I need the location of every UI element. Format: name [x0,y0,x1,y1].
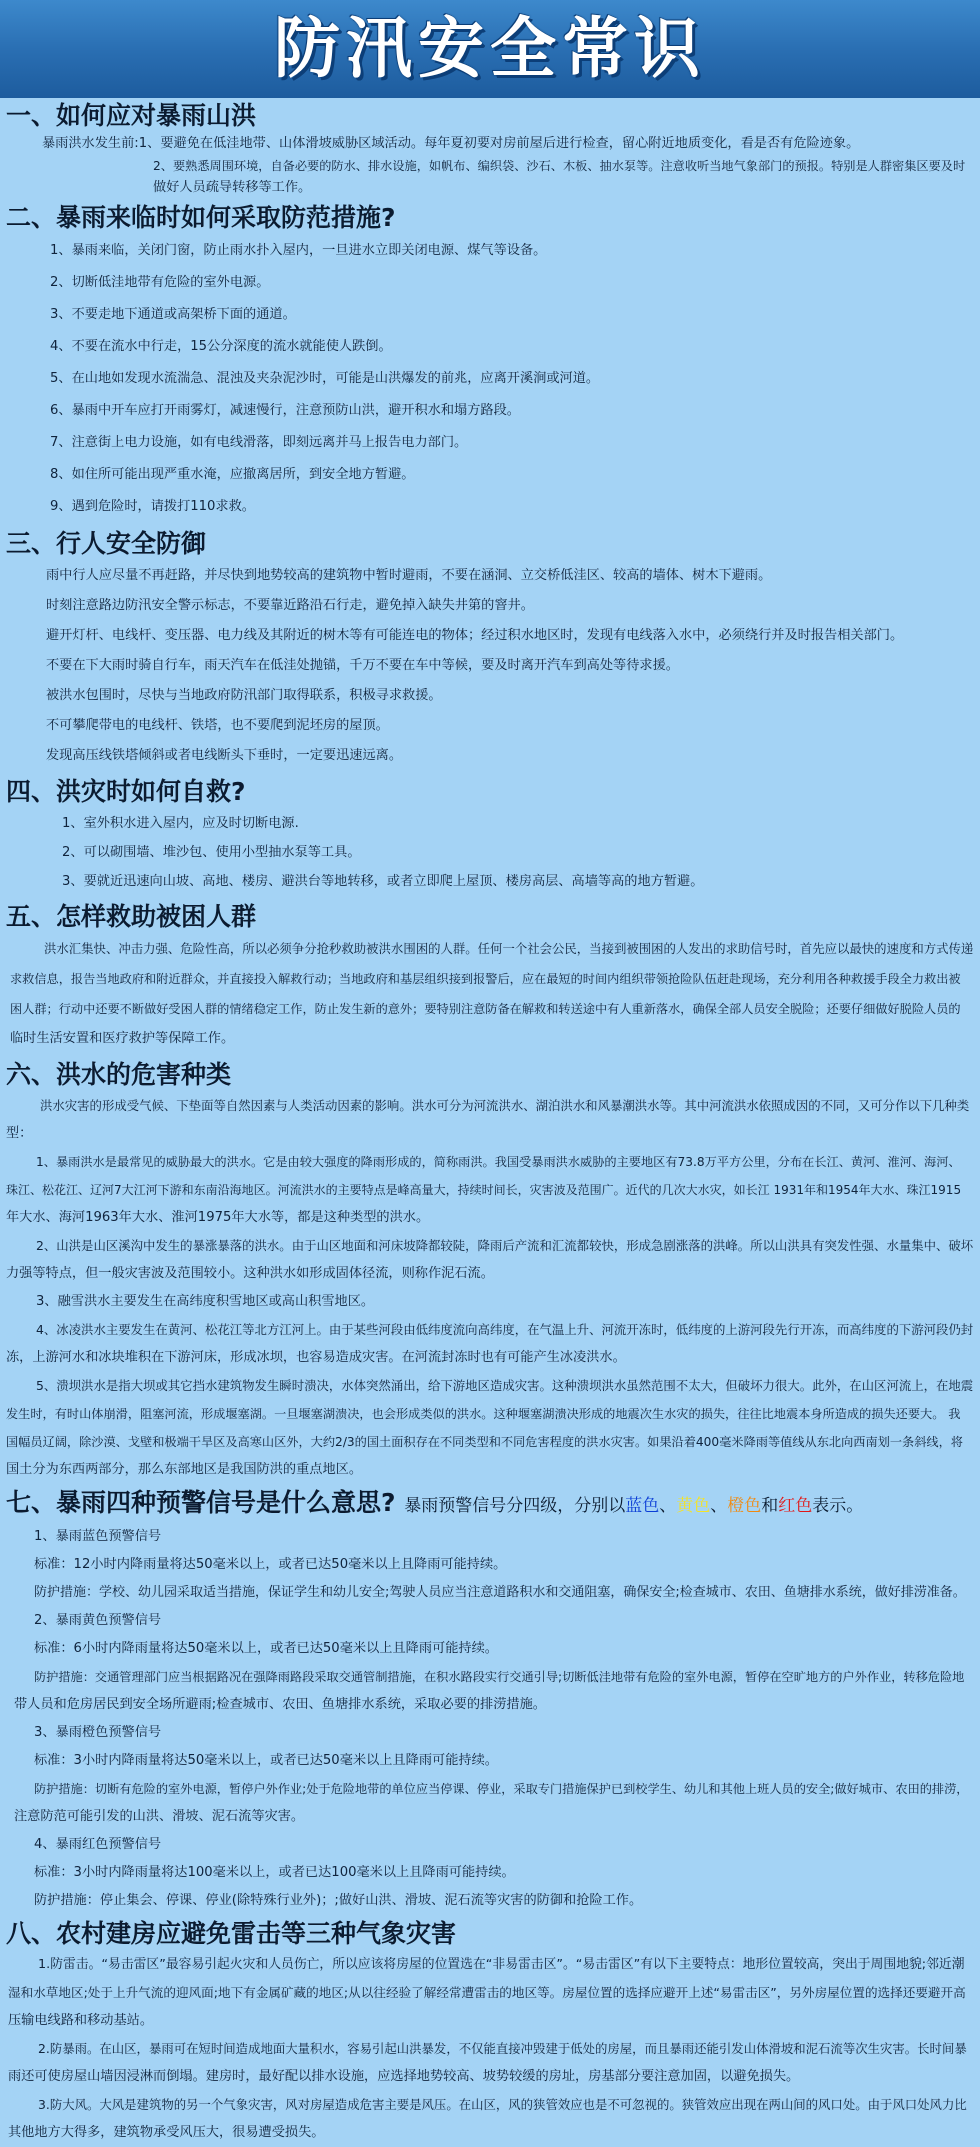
section-6-line-14: 国土分为东西两部分，那么东部地区是我国防洪的重点地区。 [6,1462,363,1477]
section-5-line-3: 困人群；行动中还要不断做好受困人群的情绪稳定工作，防止发生新的意外；要特别注意防备在解救和转送途中有人重新落水，确保全部人员安全脱险；还要仔细做好脱险人员的 [10,1002,961,1016]
page-title: 防汛安全常识 [274,10,706,87]
note-suffix: 表示。 [812,1496,864,1516]
section-3-line-3: 避开灯杆、电线杆、变压器、电力线及其附近的树木等有可能连电的物体；经过积水地区时，发现有电线落入水中，必须绕行并及时报告相关部门。 [46,628,904,643]
section-8-paragraph [0,1951,980,2147]
section-4-line-2: 2、可以砌围墙、堆沙包、使用小型抽水泵等工具。 [62,845,361,860]
section-7-line-2: 标准：12小时内降雨量将达50毫米以上，或者已达50毫米以上且降雨可能持续。 [34,1557,507,1572]
section-3-line-2: 时刻注意路边防汛安全警示标志，不要靠近路沿石行走，避免掉入缺失井第的窨井。 [46,598,534,613]
section-3-title: 三、行人安全防御 [6,529,207,558]
section-7-line-5: 标准：6小时内降雨量将达50毫米以上，或者已达50毫米以上且降雨可能持续。 [34,1641,498,1656]
section-2-title: 二、暴雨来临时如何采取防范措施? [6,203,396,232]
section-2-list [0,235,980,523]
section-2-line-6: 6、暴雨中开车应打开雨雾灯，减速慢行，注意预防山洪，避开积水和塌方路段。 [50,403,520,418]
note-yellow: 黄色 [676,1496,711,1516]
section-6-paragraph [0,1092,980,1484]
section-6-line-12: 发生时，有时山体崩滑，阻塞河流，形成堰塞湖。一旦堰塞湖溃决，也会形成类似的洪水。这种堰塞湖溃决形成的地震次生水灾的损失，往往比地震本身所造成的损失还要大。 我 [6,1407,961,1421]
section-8-title: 八、农村建房应避免雷击等三种气象灾害 [6,1919,457,1948]
section-2-line-2: 2、切断低洼地带有危险的室外电源。 [50,275,270,290]
section-6-line-4: 珠江、松花江、辽河7大江河下游和东南沿海地区。河流洪水的主要特点是峰高量大，持续时间长，灾害波及范围广。近代的几次大水灾，如长江 1931年和1954年大水、珠江1915 [6,1183,962,1197]
section-6-line-1: 洪水灾害的形成受气候、下垫面等自然因素与人类活动因素的影响。洪水可分为河流洪水、湖泊洪水和风暴潮洪水等。其中河流洪水依照成因的不同，又可分作以下几种类 [40,1098,970,1113]
section-7-list [0,1523,980,1915]
section-6-line-13: 国幅员辽阔，除沙漠、戈壁和极端干旱区及高寒山区外，大约2/3的国土面积存在不同类型和不同危害程度的洪水灾害。如果沿着400毫米降雨等值线从东北向西南划一条斜线，将 [6,1435,963,1449]
note-orange: 橙色 [727,1496,762,1516]
section-7-line-1: 1、暴雨蓝色预警信号 [34,1529,162,1544]
section-5-paragraph [0,934,980,1054]
section-4-line-1: 1、室外积水进入屋内，应及时切断电源. [62,816,299,831]
section-2-line-3: 3、不要走地下通道或高架桥下面的通道。 [50,307,296,322]
section-6-line-10: 冻，上游河水和冰块堆积在下游河床，形成冰坝，也容易造成灾害。在河流封冻时也有可能产生冰凌洪水。 [6,1350,626,1365]
section-1-line-1: 暴雨洪水发生前:1、要避免在低洼地带、山体滑坡威胁区域活动。每年夏初要对房前屋后进行检查，留心附近地质变化，看是否有危险迹象。 [42,136,860,151]
section-6-line-6: 2、山洪是山区溪沟中发生的暴涨暴落的洪水。由于山区地面和河床坡降都较陡，降雨后产流和汇流都较快，形成急剧涨落的洪峰。所以山洪具有突发性强、水量集中、破坏 [36,1238,974,1253]
section-4-title: 四、洪灾时如何自救? [6,777,246,806]
section-7-title [0,1486,980,1523]
section-8-line-5: 雨还可使房屋山墙因浸淋而倒塌。建房时，最好配以排水设施，应选择地势较高、坡势较缓的房址，房基部分要注意加固，以避免损失。 [8,2069,800,2084]
section-2-line-4: 4、不要在流水中行走，15公分深度的流水就能使人跌倒。 [50,339,392,354]
section-2-line-7: 7、注意街上电力设施，如有电线滑落，即刻远离并马上报告电力部门。 [50,435,468,450]
section-6-line-5: 年大水、海河1963年大水、淮河1975年大水等，都是这种类型的洪水。 [6,1210,430,1225]
section-7-line-4: 2、暴雨黄色预警信号 [34,1613,162,1628]
note-blue: 蓝色 [625,1496,660,1516]
section-8-line-6: 3.防大风。大风是建筑物的另一个气象灾害，风对房屋造成危害主要是风压。在山区，风的狭管效应也是不可忽视的。狭管效应出现在两山间的风口处。由于风口处风力比 [38,2097,967,2112]
section-7-line-12: 4、暴雨红色预警信号 [34,1837,162,1852]
note-sep-1: 、 [659,1496,677,1516]
section-6-line-11: 5、溃坝洪水是指大坝或其它挡水建筑物发生瞬时溃决，水体突然涌出，给下游地区造成灾害。这种溃坝洪水虽然范围不太大，但破坏力很大。此外，在山区河流上，在地震 [36,1378,974,1393]
section-3-line-5: 被洪水包围时，尽快与当地政府防汛部门取得联系，积极寻求救援。 [46,688,442,703]
section-8-line-3: 压输电线路和移动基站。 [8,2013,154,2028]
section-3-line-7: 发现高压线铁塔倾斜或者电线断头下垂时，一定要迅速远离。 [46,748,403,763]
section-6-line-7: 力强等特点，但一般灾害波及范围较小。这种洪水如形成固体径流，则称作泥石流。 [6,1266,494,1281]
section-6-line-8: 3、融雪洪水主要发生在高纬度积雪地区或高山积雪地区。 [36,1294,375,1309]
section-8-line-4: 2.防暴雨。在山区，暴雨可在短时间造成地面大量积水，容易引起山洪暴发，不仅能直接冲毁建于低处的房屋，而且暴雨还能引发山体滑坡和泥石流等次生灾害。长时间暴 [38,2041,967,2056]
section-1-line-2: 2、要熟悉周围环境，自备必要的防水、排水设施，如帆布、编织袋、沙石、木板、抽水泵等。注意收听当地气象部门的预报。特别是人群密集区要及时 [153,159,966,173]
content [0,99,980,2147]
section-3-line-4: 不要在下大雨时骑自行车，雨天汽车在低洼处抛锚，千万不要在车中等候，要及时离开汽车到高处等待求援。 [46,658,679,673]
section-8-line-7: 其他地方大得多，建筑物承受风压大，很易遭受损失。 [8,2125,325,2140]
section-8-line-1: 1.防雷击。“易击雷区”最容易引起火灾和人员伤亡，所以应该将房屋的位置选在“非易雷击区”。“易击雷区”有以下主要特点：地形位置较高，突出于周围地貌;邻近潮 [38,1957,965,1972]
section-3-line-6: 不可攀爬带电的电线杆、铁塔，也不要爬到泥坯房的屋顶。 [46,718,389,733]
section-1-line-3: 做好人员疏导转移等工作。 [153,180,312,195]
section-1-title: 一、如何应对暴雨山洪 [6,101,257,130]
note-prefix: 暴雨预警信号分四级，分别以 [404,1496,626,1516]
warning-levels-note [404,1496,863,1516]
section-7-line-3: 防护措施：学校、幼儿园采取适当措施，保证学生和幼儿安全;驾驶人员应当注意道路积水和交通阻塞，确保安全;检查城市、农田、鱼塘排水系统，做好排涝准备。 [34,1585,966,1600]
section-4-list [0,809,980,896]
section-7-line-6: 防护措施：交通管理部门应当根据路况在强降雨路段采取交通管制措施，在积水路段实行交通引导;切断低洼地带有危险的室外电源，暂停在空旷地方的户外作业，转移危险地 [34,1670,965,1684]
section-7-line-7: 带人员和危房居民到安全场所避雨;检查城市、农田、鱼塘排水系统，采取必要的排涝措施。 [14,1697,546,1712]
section-3-line-1: 雨中行人应尽量不再赶路，并尽快到地势较高的建筑物中暂时避雨，不要在涵洞、立交桥低洼区、较高的墙体、树木下避雨。 [46,568,772,583]
section-7-line-13: 标准：3小时内降雨量将达100毫米以上，或者已达100毫米以上且降雨可能持续。 [34,1865,515,1880]
section-5-line-1: 洪水汇集快、冲击力强、危险性高，所以必须争分抢秒救助被洪水围困的人群。任何一个社会公民，当接到被围困的人发出的求助信号时，首先应以最快的速度和方式传递 [44,941,974,956]
section-6-title: 六、洪水的危害种类 [6,1060,232,1089]
section-5-line-4: 临时生活安置和医疗救护等保障工作。 [10,1031,235,1046]
note-sep-2: 、 [710,1496,728,1516]
section-2-line-9: 9、遇到危险时，请拨打110求救。 [50,499,255,514]
note-and: 和 [761,1496,779,1516]
section-2-line-5: 5、在山地如发现水流湍急、混浊及夹杂泥沙时，可能是山洪爆发的前兆，应离开溪涧或河道。 [50,371,600,386]
section-6-line-9: 4、冰凌洪水主要发生在黄河、松花江等北方江河上。由于某些河段由低纬度流向高纬度，在气温上升、河流开冻时，低纬度的上游河段先行开冻，而高纬度的下游河段仍封 [36,1322,974,1337]
note-red: 红色 [778,1496,813,1516]
section-7-heading: 七、暴雨四种预警信号是什么意思? [6,1488,396,1517]
section-2-line-8: 8、如住所可能出现严重水淹，应撤离居所，到安全地方暂避。 [50,467,415,482]
section-8-line-2: 湿和水草地区;处于上升气流的迎风面;地下有金属矿藏的地区;从以往经验了解经常遭雷击的地区等。房屋位置的选择应避开上述“易雷击区”，另外房屋位置的选择还要避开高 [8,1985,966,2000]
section-5-title: 五、怎样救助被困人群 [6,902,257,931]
section-7-line-11: 注意防范可能引发的山洪、滑坡、泥石流等灾害。 [14,1809,305,1824]
section-7-line-8: 3、暴雨橙色预警信号 [34,1725,162,1740]
section-3-list [0,561,980,771]
title-banner [0,0,980,98]
section-7-line-14: 防护措施：停止集会、停课、停业(除特殊行业外)；;做好山洪、滑坡、泥石流等灾害的防御和抢险工作。 [34,1893,643,1908]
section-6-line-3: 1、暴雨洪水是最常见的威胁最大的洪水。它是由较大强度的降雨形成的，简称雨洪。我国受暴雨洪水威胁的主要地区有73.8万平方公里，分布在长江、黄河、淮河、海河、 [36,1155,961,1169]
section-4-line-3: 3、要就近迅速向山坡、高地、楼房、避洪台等地转移，或者立即爬上屋顶、楼房高层、高墙等高的地方暂避。 [62,874,704,889]
section-7-line-9: 标准：3小时内降雨量将达50毫米以上，或者已达50毫米以上且降雨可能持续。 [34,1753,498,1768]
section-2-line-1: 1、暴雨来临，关闭门窗，防止雨水扑入屋内，一旦进水立即关闭电源、煤气等设备。 [50,243,547,258]
section-6-line-2: 型： [6,1126,33,1141]
section-5-line-2: 求救信息，报告当地政府和附近群众，并直接投入解救行动；当地政府和基层组织接到报警后，应在最短的时间内组织带领抢险队伍赶赴现场，充分利用各种救援手段全力救出被 [10,972,961,986]
section-7-line-10: 防护措施：切断有危险的室外电源，暂停户外作业;处于危险地带的单位应当停课、停业，采取专门措施保护已到校学生、幼儿和其他上班人员的安全;做好城市、农田的排涝， [34,1782,969,1796]
